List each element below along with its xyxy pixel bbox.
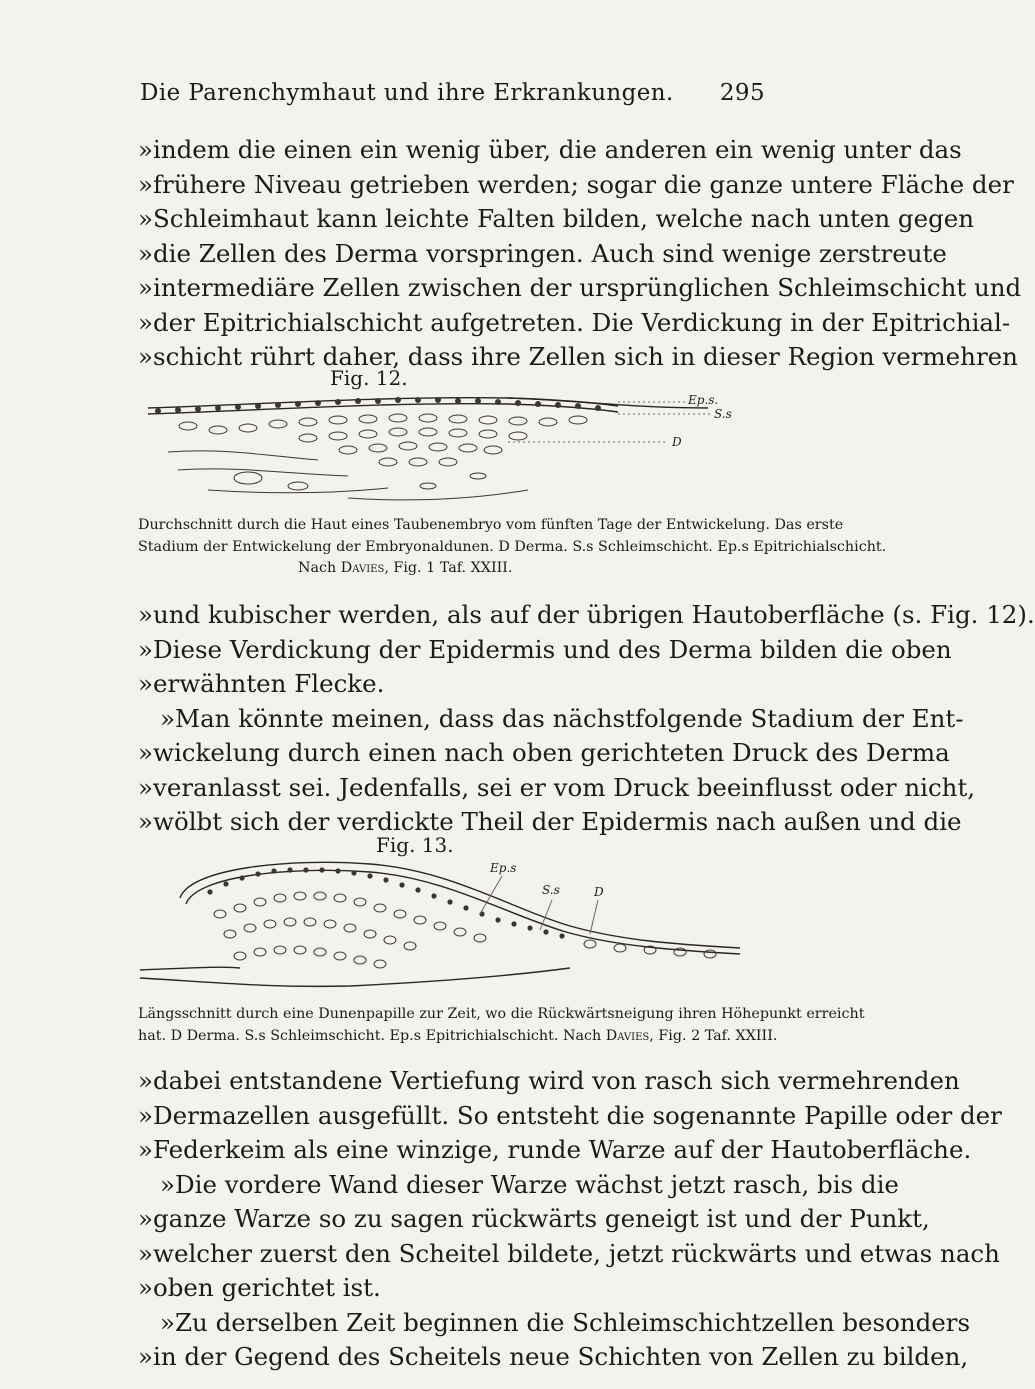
figure-13-label: Fig. 13. [376,833,454,857]
cell-mass [207,867,564,938]
caption-line-2: hat. D Derma. S.s Schleimschicht. Ep.s Epitrichialschicht. Nach [138,1027,602,1044]
label-ep: Ep.s [490,861,517,875]
text-line: »Die vordere Wand dieser Warze wächst jetzt rasch, bis die [160,1169,899,1199]
label-ss: S.s [542,883,560,897]
text-line: »dabei entstandene Vertiefung wird von rasch sich vermehrenden [138,1066,960,1095]
text-line: »veranlasst sei. Jedenfalls, sei er vom Druck beeinflusst oder nicht, [138,772,976,802]
caption-author: Davies [340,560,385,576]
paragraph-3 [138,1064,1002,1375]
caption-source [138,1026,778,1048]
text-line: »intermediäre Zellen zwischen der ursprünglichen Schleimschicht und [138,273,1022,302]
running-title: Die Parenchymhaut und ihre Erkrankungen. [140,80,674,106]
paragraph-1 [138,133,1022,375]
leader-lines [480,876,598,934]
text-line: »Zu derselben Zeit beginnen die Schleimschichtzellen besonders [160,1307,971,1337]
text-line: »schicht rührt daher, dass ihre Zellen sich in dieser Region vermehren [138,342,1018,371]
text-line: »ganze Warze so zu sagen rückwärts geneigt ist und der Punkt, [138,1204,930,1233]
text-line: »Federkeim als eine winzige, runde Warze auf der Hautoberfläche. [138,1135,972,1164]
text-line: »Diese Verdickung der Epidermis und des Derma bilden die oben [138,634,952,664]
figure-13-illustration [150,858,750,998]
papilla-outline [140,862,740,986]
caption-source-suffix: , Fig. 2 Taf. XXIII. [649,1027,778,1044]
caption-line: Durchschnitt durch die Haut eines Taubenembryo vom fünften Tage der Entwickelung. Das erste [138,517,844,533]
text-line: »und kubischer werden, als auf der übrigen Hautoberfläche (s. Fig. 12). [138,600,1035,629]
page-number: 295 [719,80,765,106]
text-line: »in der Gegend des Scheitels neue Schichten von Zellen zu bilden, [138,1342,969,1371]
inner-cells [214,892,716,968]
caption-source [138,558,778,580]
text-line: »Man könnte meinen, dass das nächstfolgende Stadium der Ent- [160,703,964,733]
epitrichial-layer [148,398,708,414]
text-line: »oben gerichtet ist. [138,1273,381,1302]
figure-13-caption [138,1004,865,1047]
caption-line: Längsschnitt durch eine Dunenpapille zur Zeit, wo die Rückwärtsneigung ihren Höhepunkt erreicht [138,1006,865,1022]
label-ep: Ep.s. [688,393,719,407]
figure-12-label: Fig. 12. [330,366,408,390]
label-ss: S.s [714,407,732,421]
caption-line: Stadium der Entwickelung der Embryonaldunen. D Derma. S.s Schleimschicht. Ep.s Epitrichialschicht. [138,538,887,555]
text-line: »die Zellen des Derma vorspringen. Auch sind wenige zerstreute [138,238,947,268]
caption-source-prefix: Nach [298,560,337,576]
figure-12-illustration [148,390,748,512]
text-line: »wickelung durch einen nach oben gerichteten Druck des Derma [138,738,950,767]
figure-12-caption [138,515,887,580]
mucous-layer [179,414,587,466]
label-d: D [672,435,682,449]
text-line: »wölbt sich der verdickte Theil der Epidermis nach außen und die [138,807,962,836]
label-d: D [594,885,604,899]
text-line: »Schleimhaut kann leichte Falten bilden, welche nach unten gegen [138,204,975,233]
caption-author: Davies [605,1027,650,1044]
derma-layer [168,451,528,500]
text-line: »Dermazellen ausgefüllt. So entsteht die sogenannte Papille oder der [138,1100,1002,1130]
text-line: »der Epitrichialschicht aufgetreten. Die Verdickung in der Epitrichial- [138,307,1011,337]
text-line: »frühere Niveau getrieben werden; sogar die ganze untere Fläche der [138,169,1014,199]
running-header [140,80,765,120]
paragraph-2 [138,598,1035,840]
text-line: »indem die einen ein wenig über, die anderen ein wenig unter das [138,135,962,164]
text-line: »erwähnten Flecke. [138,669,385,698]
caption-source-suffix: , Fig. 1 Taf. XXIII. [384,560,513,576]
text-line: »welcher zuerst den Scheitel bildete, jetzt rückwärts und etwas nach [138,1238,1000,1268]
